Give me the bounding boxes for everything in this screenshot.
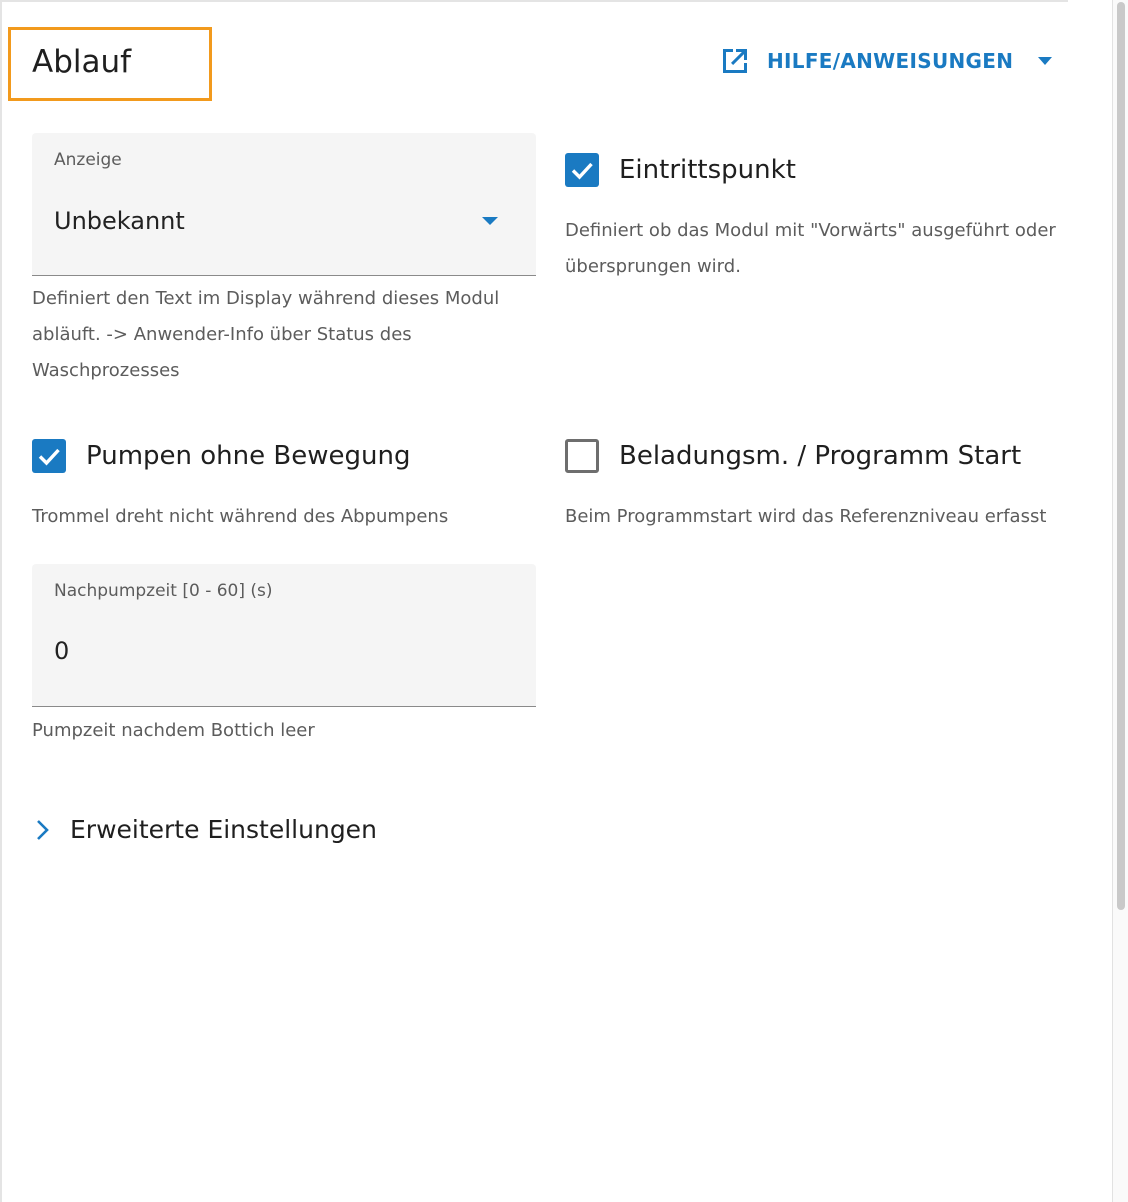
anzeige-label: Anzeige (54, 150, 122, 170)
advanced-settings-label: Erweiterte Einstellungen (70, 815, 377, 844)
help-instructions-label: HILFE/ANWEISUNGEN (767, 49, 1014, 73)
nachpumpzeit-input[interactable] (32, 564, 536, 707)
beladungsm-programm-start-checkbox-row[interactable] (565, 439, 1021, 473)
chevron-down-icon (1037, 56, 1053, 66)
help-instructions-button[interactable] (718, 40, 1053, 82)
beladungsm-programm-start-checkbox[interactable] (565, 439, 599, 473)
eintrittspunkt-helper-line-1: Definiert ob das Modul mit "Vorwärts" ausgeführt oder (565, 220, 1056, 241)
top-divider (0, 0, 1068, 2)
eintrittspunkt-checkbox-row[interactable] (565, 153, 796, 187)
anzeige-select[interactable] (32, 133, 536, 276)
eintrittspunkt-helper-line-2: übersprungen wird. (565, 256, 741, 277)
dropdown-arrow-icon (481, 216, 499, 226)
anzeige-helper-line-2: abläuft. -> Anwender-Info über Status des (32, 324, 412, 345)
chevron-right-icon (34, 818, 52, 842)
advanced-settings-expander[interactable] (34, 815, 377, 844)
pumpen-ohne-bewegung-helper: Trommel dreht nicht während des Abpumpens (32, 506, 449, 527)
anzeige-helper-line-1: Definiert den Text im Display während dieses Modul (32, 288, 500, 309)
nachpumpzeit-label: Nachpumpzeit [0 - 60] (s) (54, 581, 273, 601)
nachpumpzeit-helper: Pumpzeit nachdem Bottich leer (32, 720, 315, 741)
nachpumpzeit-value: 0 (54, 637, 70, 665)
pumpen-ohne-bewegung-checkbox-row[interactable] (32, 439, 410, 473)
eintrittspunkt-checkbox[interactable] (565, 153, 599, 187)
scrollbar-thumb[interactable] (1117, 2, 1125, 910)
anzeige-value: Unbekannt (54, 207, 185, 235)
external-link-icon (718, 44, 752, 78)
eintrittspunkt-label: Eintrittspunkt (619, 155, 796, 185)
checkmark-icon (36, 443, 62, 469)
page-title: Ablauf (32, 44, 132, 80)
beladungsm-programm-start-label: Beladungsm. / Programm Start (619, 441, 1022, 471)
pumpen-ohne-bewegung-label: Pumpen ohne Bewegung (86, 441, 411, 471)
beladungsm-programm-start-helper: Beim Programmstart wird das Referenzniveau erfasst (565, 506, 1047, 527)
left-divider (0, 0, 2, 1202)
anzeige-helper-line-3: Waschprozesses (32, 360, 180, 381)
checkmark-icon (569, 157, 595, 183)
pumpen-ohne-bewegung-checkbox[interactable] (32, 439, 66, 473)
